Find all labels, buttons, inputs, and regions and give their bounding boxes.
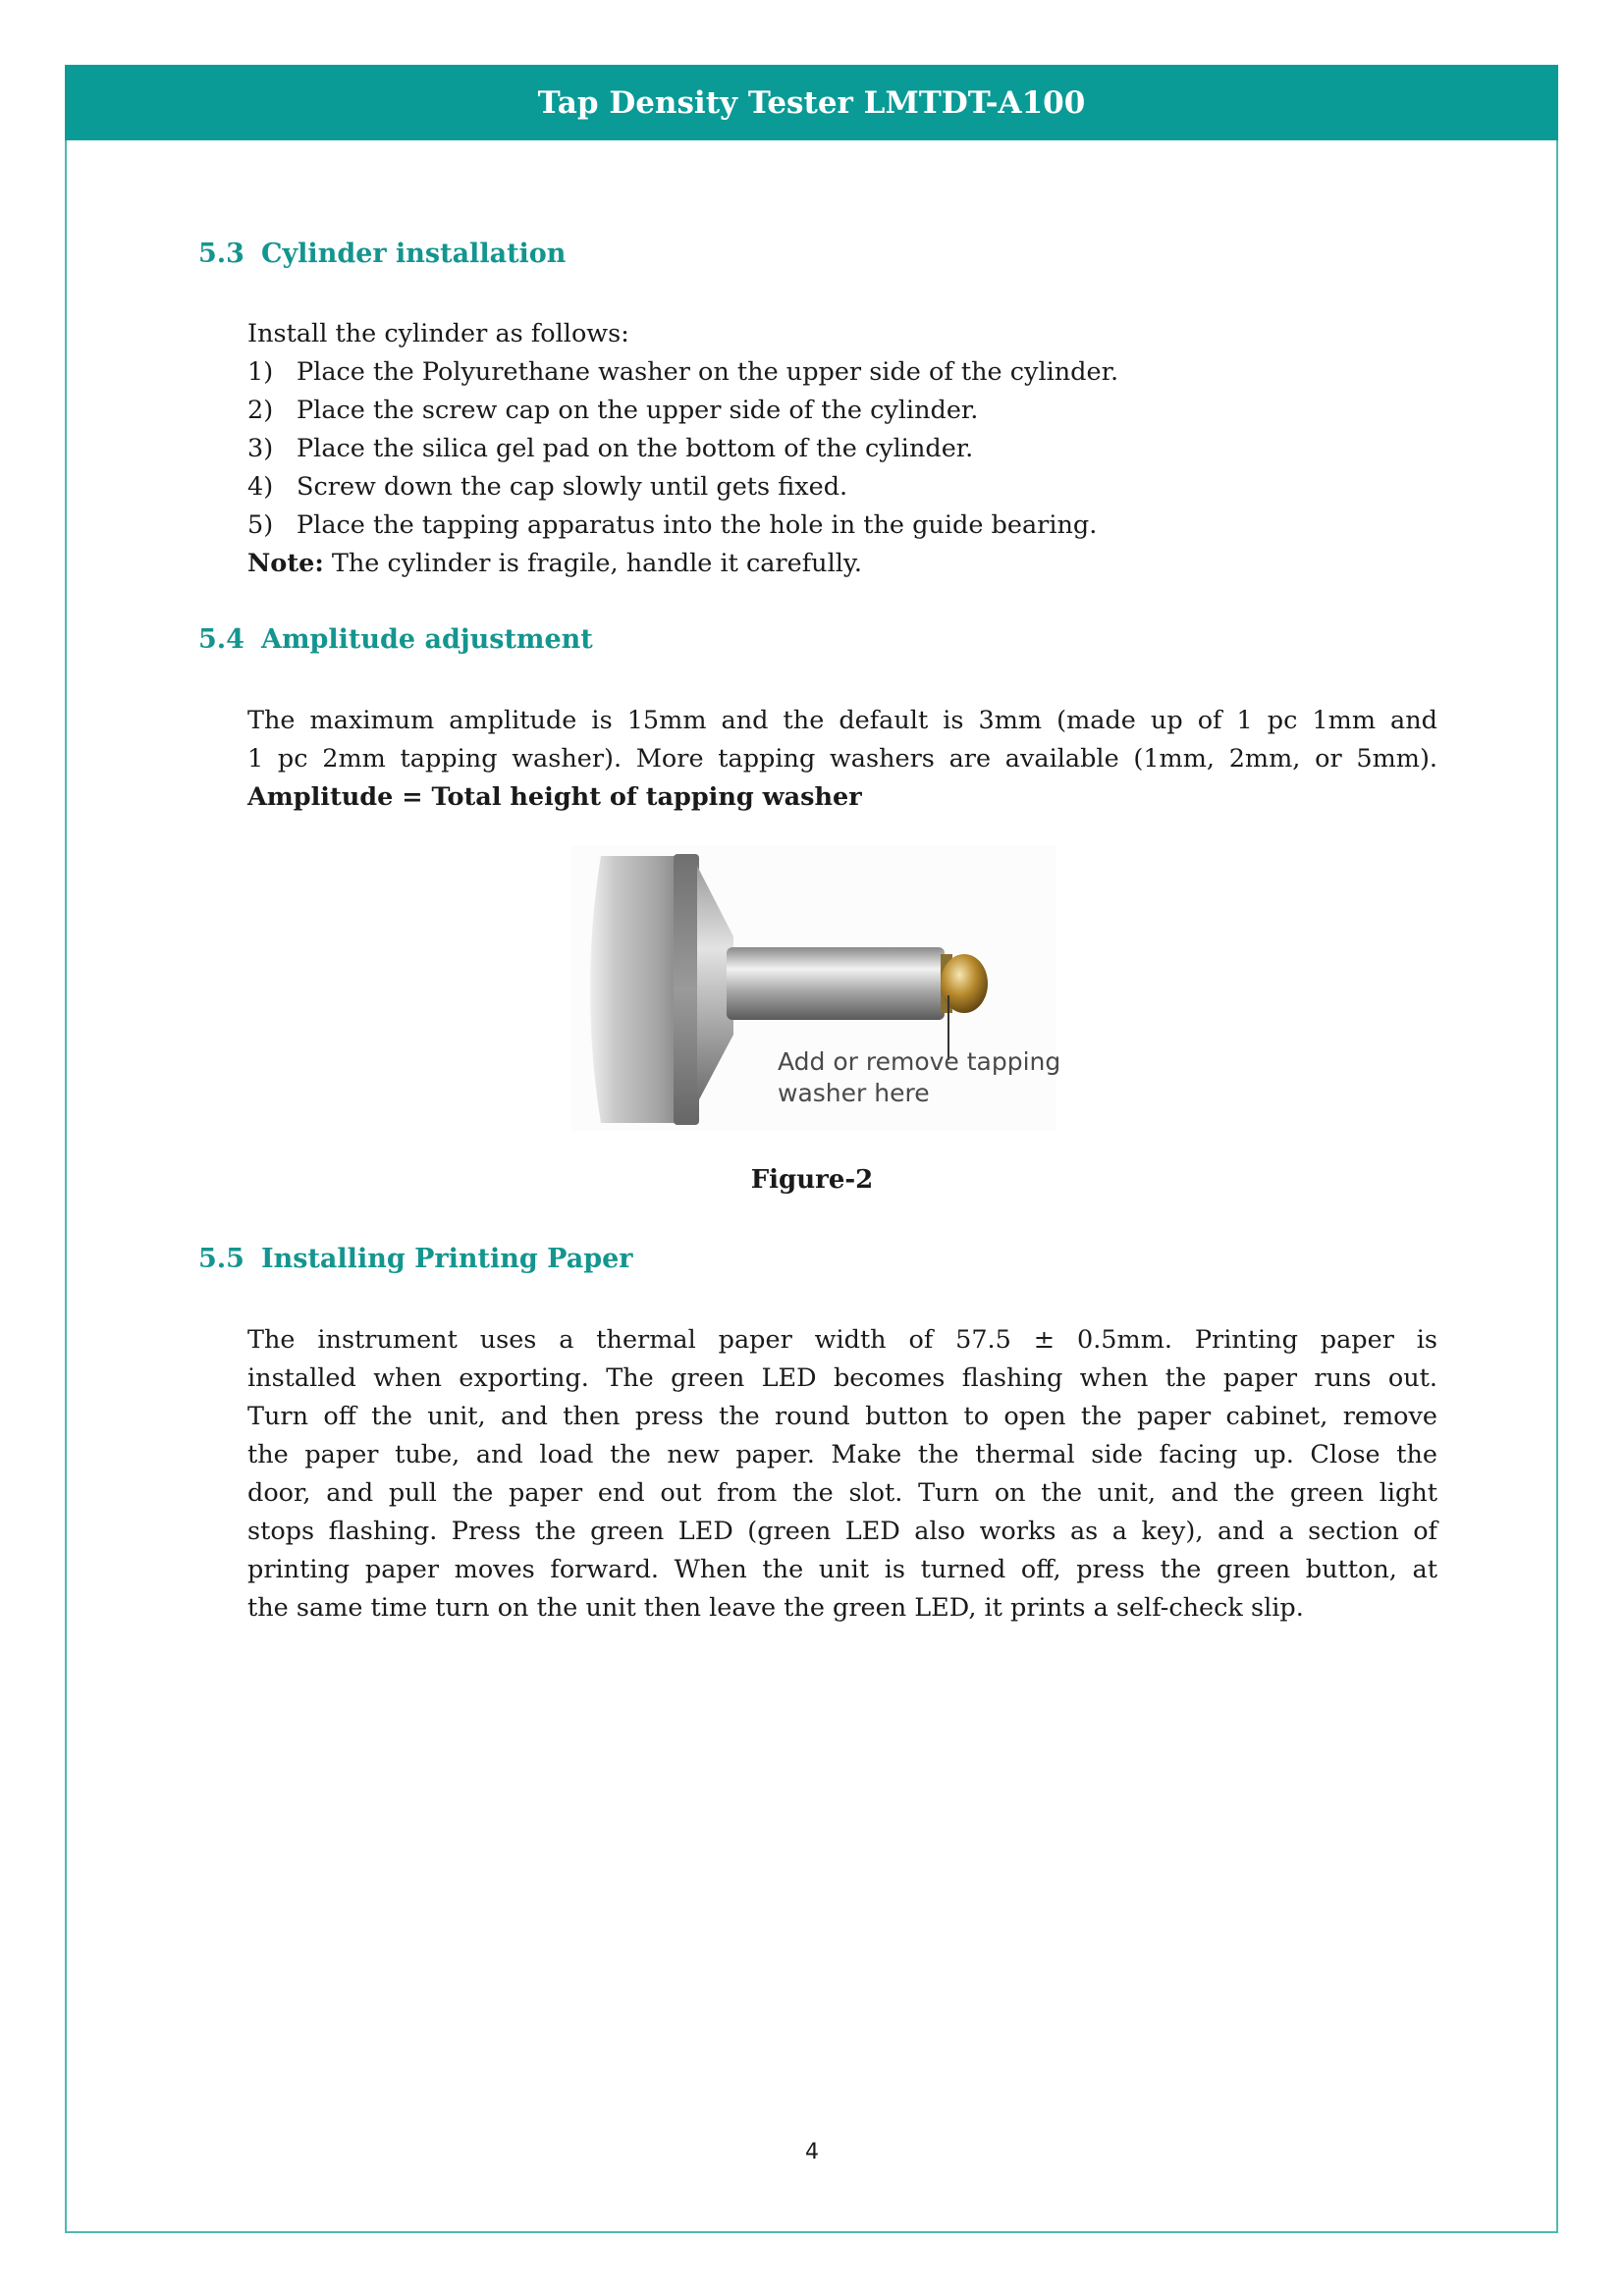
section-number: 5.5 (198, 1244, 244, 1274)
paragraph-line: stops flashing. Press the green LED (green LED also works as a key), and a section of (247, 1517, 1437, 1546)
document-title: Tap Density Tester LMTDT-A100 (537, 84, 1086, 121)
figure-annotation (778, 1046, 1060, 1109)
list-text: Place the tapping apparatus into the hole in the guide bearing. (297, 510, 1098, 540)
paragraph-line: door, and pull the paper end out from the slot. Turn on the unit, and the green light (247, 1478, 1437, 1508)
paragraph-line: the paper tube, and load the new paper. Make the thermal side facing up. Close the (247, 1440, 1437, 1469)
page-number: 4 (805, 2140, 819, 2164)
paragraph-line: Turn off the unit, and then press the round button to open the paper cabinet, remove (247, 1402, 1437, 1431)
section-heading-5-5 (198, 1244, 633, 1274)
list-number: 2) (247, 396, 274, 425)
section-title: Installing Printing Paper (261, 1244, 633, 1274)
section-heading-5-4 (198, 624, 593, 655)
list-number: 4) (247, 472, 274, 502)
note-line (247, 545, 1437, 583)
section-title: Cylinder installation (261, 239, 567, 269)
tapping-rod-figure (571, 846, 1061, 1131)
amplitude-formula: Amplitude = Total height of tapping washer (247, 782, 862, 812)
paragraph-line: printing paper moves forward. When the unit is turned off, press the green button, at (247, 1555, 1437, 1584)
list-number: 5) (247, 510, 274, 540)
list-text: Place the silica gel pad on the bottom of the cylinder. (297, 434, 974, 463)
section-heading-5-3 (198, 239, 566, 269)
note-text: The cylinder is fragile, handle it carefully. (323, 549, 863, 578)
list-item (247, 507, 1437, 545)
list-text: Place the screw cap on the upper side of the cylinder. (297, 396, 979, 425)
annotation-line: washer here (778, 1079, 930, 1107)
list-item (247, 353, 1437, 392)
intro-line: Install the cylinder as follows: (247, 319, 629, 348)
paragraph-line: the same time turn on the unit then leave the green LED, it prints a self-check slip. (247, 1593, 1304, 1623)
paragraph-line: 1 pc 2mm tapping washer). More tapping washers are available (1mm, 2mm, or 5mm). (247, 744, 1437, 774)
list-text: Screw down the cap slowly until gets fixed. (297, 472, 848, 502)
section-number: 5.4 (198, 624, 244, 655)
amplitude-adjustment-body (247, 702, 1437, 817)
list-item (247, 392, 1437, 430)
cylinder-installation-body (247, 315, 1437, 583)
note-label: Note: (247, 549, 324, 578)
list-text: Place the Polyurethane washer on the upper side of the cylinder. (297, 357, 1119, 387)
list-item (247, 468, 1437, 507)
list-number: 3) (247, 434, 274, 463)
figure-caption: Figure-2 (750, 1165, 874, 1195)
list-item (247, 430, 1437, 468)
document-header (65, 65, 1558, 140)
printing-paper-body (247, 1321, 1437, 1628)
section-number: 5.3 (198, 239, 244, 269)
paragraph-line: installed when exporting. The green LED becomes flashing when the paper runs out. (247, 1363, 1437, 1393)
section-title: Amplitude adjustment (261, 624, 593, 655)
annotation-line: Add or remove tapping (778, 1047, 1061, 1076)
paragraph-line: The maximum amplitude is 15mm and the default is 3mm (made up of 1 pc 1mm and (247, 706, 1437, 735)
list-number: 1) (247, 357, 274, 387)
paragraph-line: The instrument uses a thermal paper width of 57.5 ± 0.5mm. Printing paper is (247, 1325, 1437, 1355)
